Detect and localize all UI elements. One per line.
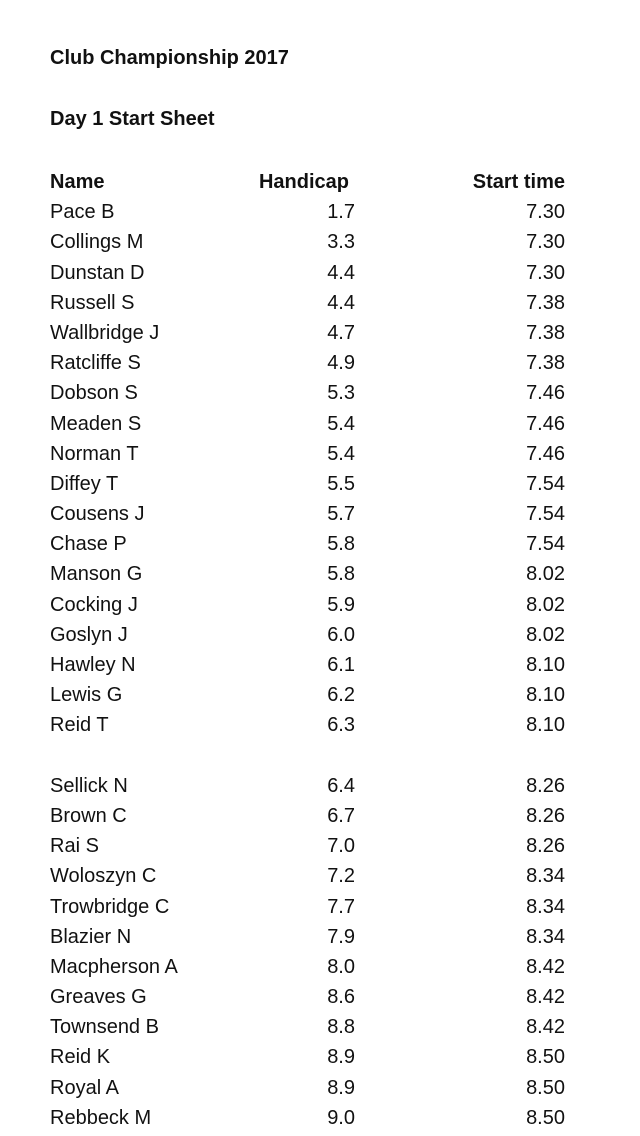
player-start-time: 8.02 <box>526 623 565 646</box>
player-handicap: 5.5 <box>327 472 355 495</box>
player-handicap: 6.3 <box>327 714 355 737</box>
player-handicap: 6.1 <box>327 654 355 676</box>
group-spacer <box>50 741 565 771</box>
player-name: Trowbridge C <box>50 895 170 918</box>
player-handicap: 7.9 <box>327 925 355 948</box>
table-group-1 <box>50 197 565 740</box>
player-start-time: 8.50 <box>526 1046 565 1069</box>
player-start-time: 7.46 <box>526 382 565 405</box>
player-start-time: 8.42 <box>526 986 565 1009</box>
player-start-time: 8.34 <box>526 895 565 918</box>
player-start-time: 7.54 <box>526 503 565 526</box>
player-name: Reid T <box>50 714 109 737</box>
player-start-time: 8.10 <box>526 654 565 676</box>
player-name: Greaves G <box>50 986 147 1009</box>
player-start-time: 8.02 <box>526 593 565 616</box>
player-start-time: 7.46 <box>526 442 565 465</box>
player-name: Wallbridge J <box>50 321 160 344</box>
player-handicap: 5.4 <box>327 412 355 435</box>
table-row <box>50 771 565 801</box>
table-row <box>50 680 565 710</box>
header-start-time: Start time <box>472 171 565 193</box>
player-name: Norman T <box>50 442 139 465</box>
player-start-time: 7.54 <box>526 533 565 556</box>
header-name: Name <box>50 171 105 193</box>
player-handicap: 3.3 <box>327 231 355 254</box>
table-row <box>50 318 565 348</box>
table-header-row <box>50 167 565 197</box>
player-name: Manson G <box>50 563 143 586</box>
player-start-time: 7.54 <box>526 472 565 495</box>
table-row <box>50 952 565 982</box>
table-row <box>50 499 565 529</box>
player-name: Dunstan D <box>50 261 145 284</box>
player-name: Royal A <box>50 1076 119 1099</box>
table-row <box>50 348 565 378</box>
table-row <box>50 1103 565 1133</box>
player-name: Cocking J <box>50 593 138 616</box>
player-handicap: 6.4 <box>327 774 355 797</box>
player-start-time: 7.30 <box>526 201 565 224</box>
player-handicap: 5.8 <box>327 563 355 586</box>
player-handicap: 5.4 <box>327 442 355 465</box>
player-start-time: 7.38 <box>526 321 565 344</box>
table-row <box>50 1012 565 1042</box>
table-row <box>50 409 565 439</box>
player-name: Diffey T <box>50 472 119 495</box>
player-start-time: 8.34 <box>526 865 565 888</box>
player-handicap: 5.7 <box>327 503 355 526</box>
player-name: Rai S <box>50 835 99 858</box>
player-name: Sellick N <box>50 774 128 797</box>
table-row <box>50 620 565 650</box>
player-start-time: 8.26 <box>526 804 565 827</box>
player-handicap: 4.7 <box>327 321 355 344</box>
player-start-time: 8.50 <box>526 1076 565 1099</box>
player-name: Russell S <box>50 291 135 314</box>
table-row <box>50 861 565 891</box>
player-name: Pace B <box>50 201 115 224</box>
player-name: Macpherson A <box>50 955 178 978</box>
player-start-time: 7.30 <box>526 231 565 254</box>
table-group-2 <box>50 771 565 1133</box>
player-handicap: 7.7 <box>327 895 355 918</box>
table-row <box>50 288 565 318</box>
table-row <box>50 378 565 408</box>
player-start-time: 7.38 <box>526 352 565 375</box>
player-handicap: 5.3 <box>327 382 355 405</box>
table-row <box>50 831 565 861</box>
table-row <box>50 258 565 288</box>
player-name: Woloszyn C <box>50 865 157 888</box>
table-row <box>50 197 565 227</box>
player-name: Lewis G <box>50 684 123 707</box>
player-start-time: 8.42 <box>526 955 565 978</box>
player-name: Hawley N <box>50 654 136 676</box>
table-row <box>50 801 565 831</box>
player-handicap: 8.9 <box>327 1076 355 1099</box>
table-row <box>50 227 565 257</box>
player-name: Meaden S <box>50 412 142 435</box>
table-row <box>50 439 565 469</box>
player-start-time: 8.50 <box>526 1106 565 1129</box>
document-subtitle: Day 1 Start Sheet <box>50 108 215 130</box>
player-start-time: 8.42 <box>526 1016 565 1039</box>
table-row <box>50 710 565 740</box>
table-row <box>50 529 565 559</box>
player-name: Reid K <box>50 1046 111 1069</box>
player-handicap: 1.7 <box>327 201 355 224</box>
table-row <box>50 982 565 1012</box>
table-row <box>50 1073 565 1103</box>
player-name: Chase P <box>50 533 127 556</box>
player-name: Rebbeck M <box>50 1106 152 1129</box>
table-row <box>50 469 565 499</box>
header-handicap: Handicap <box>258 171 349 193</box>
player-start-time: 7.30 <box>526 261 565 284</box>
player-start-time: 7.46 <box>526 412 565 435</box>
player-handicap: 5.8 <box>327 533 355 556</box>
player-handicap: 8.6 <box>327 986 355 1009</box>
table-row <box>50 922 565 952</box>
player-handicap: 8.8 <box>327 1016 355 1039</box>
player-handicap: 7.2 <box>327 865 355 888</box>
table-row <box>50 650 565 680</box>
player-name: Cousens J <box>50 503 145 526</box>
player-name: Brown C <box>50 804 127 827</box>
player-name: Collings M <box>50 231 144 254</box>
player-name: Blazier N <box>50 925 132 948</box>
player-name: Townsend B <box>50 1016 159 1039</box>
player-handicap: 8.9 <box>327 1046 355 1069</box>
player-name: Ratcliffe S <box>50 352 141 375</box>
player-start-time: 8.34 <box>526 925 565 948</box>
player-start-time: 8.02 <box>526 563 565 586</box>
player-name: Goslyn J <box>50 623 128 646</box>
player-handicap: 4.4 <box>327 261 355 284</box>
player-handicap: 6.0 <box>327 623 355 646</box>
player-start-time: 8.26 <box>526 835 565 858</box>
table-row <box>50 559 565 589</box>
player-handicap: 4.9 <box>327 352 355 375</box>
player-handicap: 5.9 <box>327 593 355 616</box>
player-start-time: 8.26 <box>526 774 565 797</box>
player-start-time: 8.10 <box>526 684 565 707</box>
player-handicap: 9.0 <box>327 1106 355 1129</box>
start-sheet-table <box>50 167 565 1133</box>
player-start-time: 8.10 <box>526 714 565 737</box>
table-row <box>50 892 565 922</box>
player-start-time: 7.38 <box>526 291 565 314</box>
player-handicap: 7.0 <box>327 835 355 858</box>
player-handicap: 8.0 <box>327 955 355 978</box>
table-row <box>50 1042 565 1072</box>
document-title: Club Championship 2017 <box>50 47 289 69</box>
player-handicap: 6.7 <box>327 804 355 827</box>
table-row <box>50 590 565 620</box>
player-handicap: 6.2 <box>327 684 355 707</box>
player-name: Dobson S <box>50 382 138 405</box>
player-handicap: 4.4 <box>327 291 355 314</box>
